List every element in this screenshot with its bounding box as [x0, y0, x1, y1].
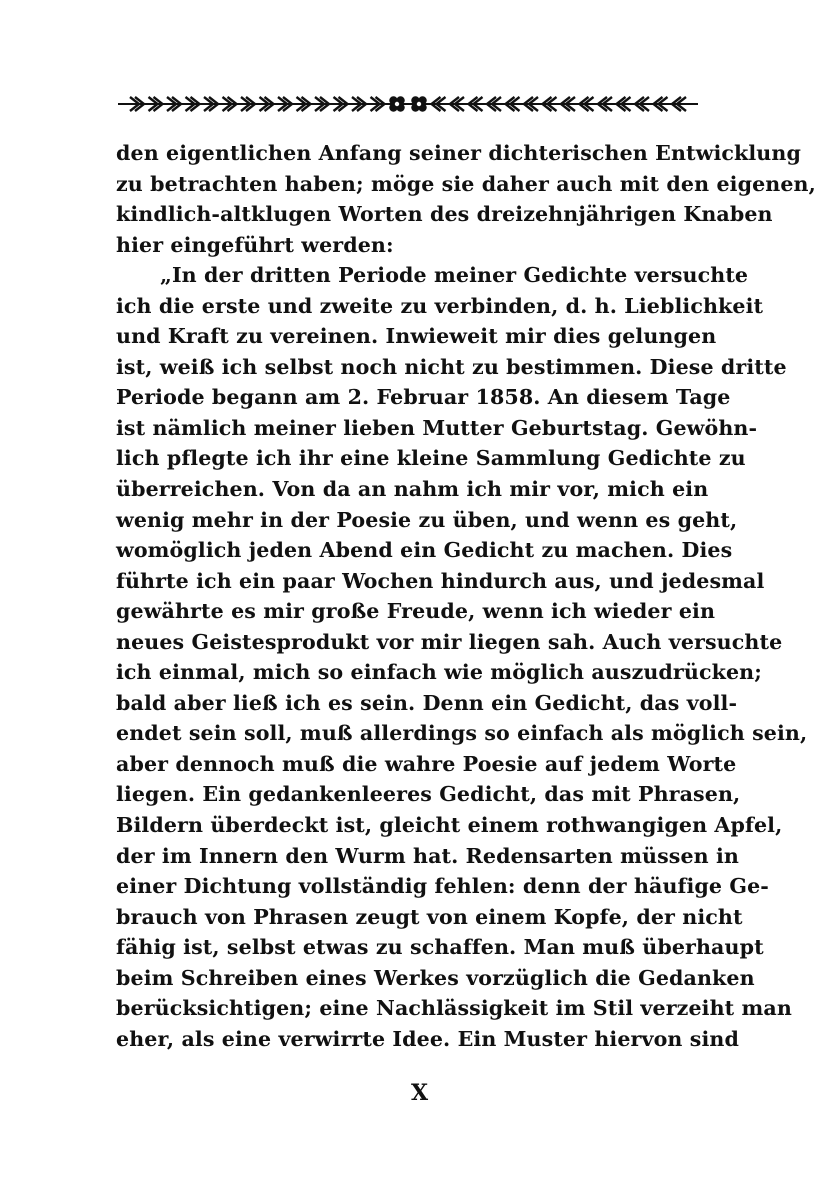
fleuron-center-icon: [395, 102, 399, 106]
text-line: lich pflegte ich ihr eine kleine Sammlung Gedichte zu: [116, 446, 746, 471]
text-line: überreichen. Von da an nahm ich mir vor, mich ein: [116, 477, 709, 502]
text-line: Periode begann am 2. Februar 1858. An diesem Tage: [116, 385, 731, 410]
text-line: bald aber ließ ich es sein. Denn ein Gedicht, das voll-: [116, 690, 738, 715]
body-text: [116, 138, 816, 1054]
text-line: den eigentlichen Anfang seiner dichterischen Entwicklung: [116, 141, 801, 165]
text-line: einer Dichtung vollständig fehlen: denn der häufige Ge-: [116, 874, 769, 899]
text-line: und Kraft zu vereinen. Inwieweit mir dies gelungen: [116, 324, 717, 349]
text-line: eher, als eine verwirrte Idee. Ein Muster hiervon sind: [116, 1026, 739, 1051]
text-line: ich einmal, mich so einfach wie möglich auszudrücken;: [116, 660, 762, 685]
text-line: hier eingeführt werden:: [116, 232, 394, 257]
text-line: endet sein soll, muß allerdings so einfach als möglich sein,: [116, 721, 808, 746]
text-line: führte ich ein paar Wochen hindurch aus, und jedesmal: [116, 568, 765, 593]
text-line: kindlich-altklugen Worten des dreizehnjährigen Knaben: [116, 202, 773, 227]
text-line: aber dennoch muß die wahre Poesie auf jedem Worte: [116, 751, 737, 776]
text-line: womöglich jeden Abend ein Gedicht zu machen. Dies: [116, 538, 733, 563]
text-line: berücksichtigen; eine Nachlässigkeit im Stil verzeiht man: [116, 996, 792, 1021]
page-number: X: [410, 1080, 430, 1106]
fleuron-center-icon: [417, 102, 421, 106]
text-line: Bildern überdeckt ist, gleicht einem rothwangigen Apfel,: [116, 813, 783, 838]
text-line: neues Geistesprodukt vor mir liegen sah. Auch versuchte: [116, 629, 783, 654]
ornament-icon: [116, 86, 700, 122]
text-line: „In der dritten Periode meiner Gedichte versuchte: [160, 263, 749, 288]
text-line: zu betrachten haben; möge sie daher auch mit den eigenen,: [116, 171, 816, 196]
text-line: brauch von Phrasen zeugt von einem Kopfe, der nicht: [116, 904, 743, 929]
text-line: beim Schreiben eines Werkes vorzüglich die Gedanken: [116, 965, 755, 990]
text-line: der im Innern den Wurm hat. Redensarten müssen in: [116, 843, 739, 868]
text-line: fähig ist, selbst etwas zu schaffen. Man muß überhaupt: [116, 935, 764, 960]
text-line: ich die erste und zweite zu verbinden, d. h. Lieblichkeit: [116, 293, 764, 318]
text-line: wenig mehr in der Poesie zu üben, und wenn es geht,: [116, 507, 738, 532]
ornamental-header-border: [116, 86, 700, 122]
text-line: ist, weiß ich selbst noch nicht zu bestimmen. Diese dritte: [116, 354, 787, 379]
text-line: gewährte es mir große Freude, wenn ich wieder ein: [116, 599, 716, 624]
text-line: liegen. Ein gedankenleeres Gedicht, das mit Phrasen,: [116, 782, 741, 807]
text-line: ist nämlich meiner lieben Mutter Geburtstag. Gewöhn-: [116, 415, 758, 440]
